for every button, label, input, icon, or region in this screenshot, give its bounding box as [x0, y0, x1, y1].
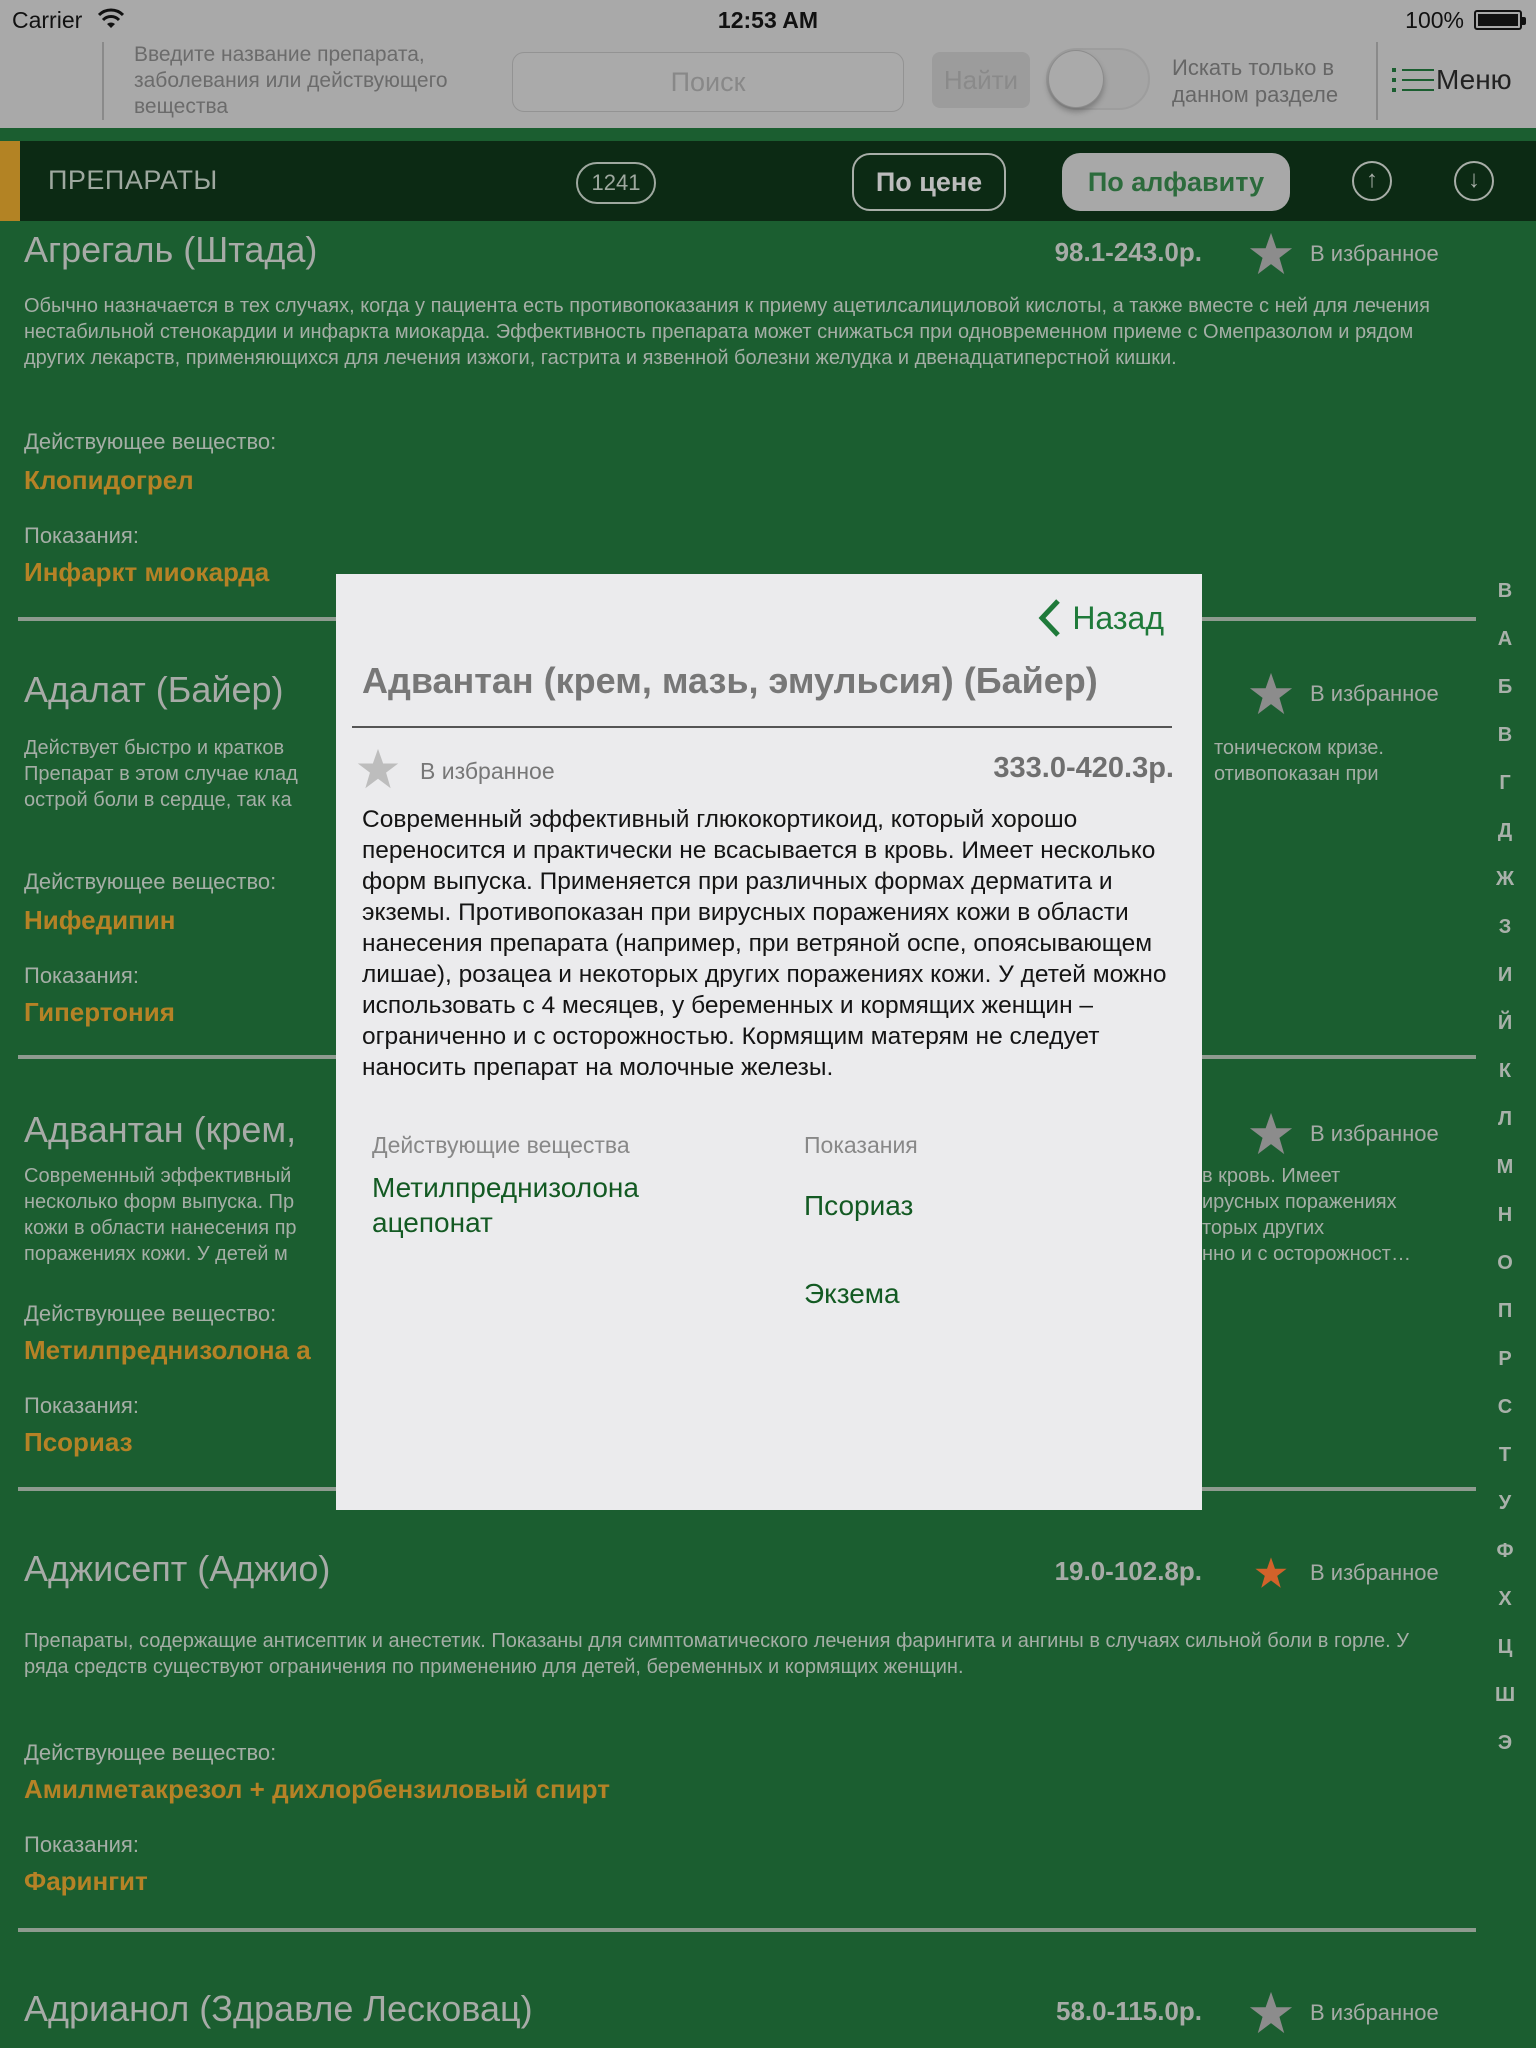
drug-description: Препараты, содержащие антисептик и анестетик. Показаны для симптоматического лечения фарингита и ангины в случаях сильной боли в горле. У ряда средств существуют ограничения по применению для детей, беременных и кормящих женщин. — [24, 1630, 1409, 1678]
alphabet-letter[interactable]: Т — [1498, 1444, 1512, 1466]
alphabet-letter[interactable]: Ш — [1494, 1684, 1516, 1706]
alphabet-letter[interactable]: Н — [1497, 1204, 1513, 1226]
substances-header: Действующие вещества — [372, 1132, 630, 1158]
indications-label: Показания: — [24, 1832, 139, 1857]
alphabet-letter[interactable]: B — [1497, 580, 1513, 602]
favorite-star-icon[interactable] — [356, 746, 400, 792]
substance-link[interactable]: Метилпреднизолона а — [24, 1335, 311, 1365]
favorite-star-icon-active[interactable] — [1254, 1556, 1288, 1590]
arrow-up-icon: ↑ — [1366, 166, 1378, 193]
drug-name[interactable]: Адалат (Байер) — [24, 669, 284, 710]
battery-icon — [1474, 10, 1522, 30]
add-to-favorites-label[interactable]: В избранное — [1310, 1560, 1439, 1585]
substance-label: Действующее вещество: — [24, 429, 277, 454]
clock: 12:53 AM — [717, 7, 819, 33]
desc-line: Современный эффективный — [24, 1165, 292, 1187]
substance-link[interactable]: Клопидогрел — [24, 465, 194, 495]
toolbar-divider — [102, 42, 104, 120]
alphabet-letter[interactable]: Э — [1497, 1732, 1513, 1754]
modal-divider — [352, 726, 1172, 728]
modal-description: Современный эффективный глюкокортикоид, который хорошо переносится и практически не всасывается в кровь. Имеет несколько форм выпуска. Применяется при различных формах дерматита и экземы. Противопоказан при вирусных поражениях кожи в области нанесения препарата (например, при ветряной оспе, опоясывающем лишае), розацеа и некоторых других поражениях кожи. У детей можно использовать с 4 месяцев, у беременных и кормящих женщин – ограниченно и с осторожностью. Кормящим матерям не следует наносить препарат на молочные железы. — [362, 806, 1167, 1081]
desc-line: ирусных поражениях — [1202, 1191, 1397, 1213]
alphabet-index[interactable] — [1490, 580, 1520, 1780]
drug-price: 98.1-243.0р. — [1054, 237, 1202, 267]
substance-link[interactable]: Метилпреднизолона ацепонат — [372, 1172, 639, 1238]
alphabet-letter[interactable]: Й — [1497, 1012, 1513, 1034]
alphabet-letter[interactable]: Д — [1497, 820, 1513, 842]
search-hint: Введите название препарата, заболевания или действующего вещества — [134, 43, 448, 118]
substance-label: Действующее вещество: — [24, 869, 277, 894]
alphabet-letter[interactable]: Х — [1498, 1588, 1512, 1610]
list-item[interactable] — [0, 1548, 1500, 1988]
alphabet-letter[interactable]: С — [1497, 1396, 1513, 1418]
search-input[interactable] — [512, 52, 904, 112]
indication-link[interactable]: Гипертония — [24, 997, 175, 1027]
drug-description-right — [1214, 735, 1454, 787]
indication-link[interactable]: Экзема — [804, 1278, 900, 1309]
arrow-down-icon: ↓ — [1468, 166, 1480, 193]
sort-by-price-button[interactable]: По цене — [852, 153, 1006, 211]
alphabet-letter[interactable]: К — [1498, 1060, 1512, 1082]
drug-name[interactable]: Адвантан (крем, — [24, 1109, 297, 1150]
drug-name[interactable]: Аджисепт (Аджио) — [24, 1548, 331, 1589]
indication-link[interactable]: Псориаз — [24, 1427, 133, 1457]
substance-label: Действующее вещество: — [24, 1740, 277, 1765]
chevron-left-icon — [1036, 598, 1062, 638]
drug-price: 58.0-115.0р. — [1056, 1996, 1202, 2026]
desc-line: поражениях кожи. У детей м — [24, 1243, 288, 1265]
menu-button[interactable] — [1392, 58, 1512, 102]
section-title: ПРЕПАРАТЫ — [48, 165, 218, 195]
alphabet-letter[interactable]: М — [1496, 1156, 1514, 1178]
add-to-favorites-label[interactable]: В избранное — [1310, 2000, 1439, 2025]
alphabet-letter[interactable]: Ц — [1497, 1636, 1513, 1658]
favorite-star-icon[interactable] — [1248, 671, 1294, 717]
alphabet-letter[interactable]: О — [1497, 1252, 1513, 1274]
substance-link[interactable]: Нифедипин — [24, 905, 176, 935]
alphabet-letter[interactable]: П — [1497, 1300, 1513, 1322]
add-to-favorites-label[interactable]: В избранное — [1310, 1121, 1439, 1146]
list-item[interactable] — [0, 1988, 1500, 2048]
indication-link[interactable]: Фарингит — [24, 1866, 148, 1896]
menu-list-icon — [1392, 65, 1434, 95]
alphabet-letter[interactable]: Б — [1497, 676, 1513, 698]
desc-line: Препарат в этом случае клад — [24, 763, 298, 785]
toolbar-divider — [1376, 42, 1378, 120]
item-count-badge: 1241 — [576, 162, 656, 204]
favorite-star-icon[interactable] — [1248, 1111, 1294, 1157]
indications-header: Показания — [804, 1132, 918, 1158]
desc-line: несколько форм выпуска. Пр — [24, 1191, 295, 1213]
battery-percent: 100% — [1405, 7, 1464, 33]
carrier-label: Carrier — [12, 7, 83, 33]
desc-line: торых других — [1202, 1217, 1325, 1239]
alphabet-letter[interactable]: Р — [1498, 1348, 1512, 1370]
desc-line: кожи в области нанесения пр — [24, 1217, 297, 1239]
search-in-section-toggle[interactable] — [1046, 48, 1150, 110]
indications-label: Показания: — [24, 1393, 139, 1418]
search-toolbar — [0, 40, 1536, 128]
back-button[interactable] — [1036, 598, 1164, 638]
alphabet-letter[interactable]: Ф — [1496, 1540, 1514, 1562]
desc-line: острой боли в сердце, так ка — [24, 789, 292, 811]
section-header — [0, 141, 1536, 221]
alphabet-letter[interactable]: А — [1497, 628, 1513, 650]
toggle-knob — [1048, 50, 1104, 108]
indication-link[interactable]: Псориаз — [804, 1190, 914, 1221]
drug-description-left — [24, 1163, 344, 1267]
add-to-favorites-label[interactable]: В избранное — [1310, 241, 1439, 266]
modal-title: Адвантан (крем, мазь, эмульсия) (Байер) — [362, 660, 1098, 701]
substance-link[interactable]: Амилметакрезол + дихлорбензиловый спирт — [24, 1774, 610, 1804]
drug-description: Обычно назначается в тех случаях, когда у пациента есть противопоказания к приему ацетилсалициловой кислоты, а также вместе с ней для лечения нестабильной стенокардии и инфаркта миокарда. Эффективность препарата может снижаться при одновременном приеме с Омепразолом и рядом других лекарств, применяющихся для лечения изжоги, гастрита и язвенной болезни желудка и двенадцатиперстной кишки. — [24, 295, 1430, 369]
desc-line: Действует быстро и кратков — [24, 737, 285, 759]
drug-description-right — [1202, 1163, 1462, 1267]
indication-link[interactable]: Инфаркт миокарда — [24, 557, 270, 587]
modal-price: 333.0-420.3р. — [993, 752, 1174, 784]
alphabet-letter[interactable]: Л — [1497, 1108, 1513, 1130]
item-divider — [18, 1928, 1476, 1932]
desc-line: в кровь. Имеет — [1202, 1165, 1341, 1187]
favorite-star-icon[interactable] — [1248, 1990, 1294, 2036]
drug-name[interactable]: Адрианол (Здравле Лесковац) — [24, 1988, 533, 2029]
find-button[interactable]: Найти — [932, 52, 1030, 108]
alphabet-letter[interactable]: И — [1497, 964, 1513, 986]
section-accent-bar — [0, 141, 20, 221]
alphabet-letter[interactable]: В — [1497, 724, 1513, 746]
alphabet-letter[interactable]: Ж — [1495, 868, 1515, 890]
drug-price: 19.0-102.8р. — [1054, 1556, 1202, 1586]
desc-line: отивопоказан при — [1214, 763, 1379, 785]
status-bar — [0, 0, 1536, 40]
search-in-section-label: Искать только в данном разделе — [1172, 55, 1339, 107]
drug-detail-modal — [336, 574, 1202, 1510]
alphabet-letter[interactable]: У — [1498, 1492, 1512, 1514]
alphabet-letter[interactable]: Г — [1499, 772, 1511, 794]
indications-label: Показания: — [24, 523, 139, 548]
indications-label: Показания: — [24, 963, 139, 988]
desc-line: нно и с осторожност… — [1202, 1243, 1411, 1265]
sort-ascending-button[interactable] — [1352, 161, 1392, 201]
substance-label: Действующее вещество: — [24, 1301, 277, 1326]
drug-description-left — [24, 735, 344, 813]
sort-descending-button[interactable] — [1454, 161, 1494, 201]
menu-label: Меню — [1436, 64, 1512, 95]
add-to-favorites-label[interactable]: В избранное — [1310, 681, 1439, 706]
favorite-star-icon[interactable] — [1248, 231, 1294, 277]
add-to-favorites-label[interactable]: В избранное — [420, 758, 555, 784]
alphabet-letter[interactable]: З — [1498, 916, 1512, 938]
back-label: Назад — [1072, 599, 1164, 636]
drug-name[interactable]: Агрегаль (Штада) — [24, 229, 318, 270]
sort-alphabetical-button[interactable]: По алфавиту — [1062, 153, 1290, 211]
desc-line: тоническом кризе. — [1214, 737, 1384, 759]
